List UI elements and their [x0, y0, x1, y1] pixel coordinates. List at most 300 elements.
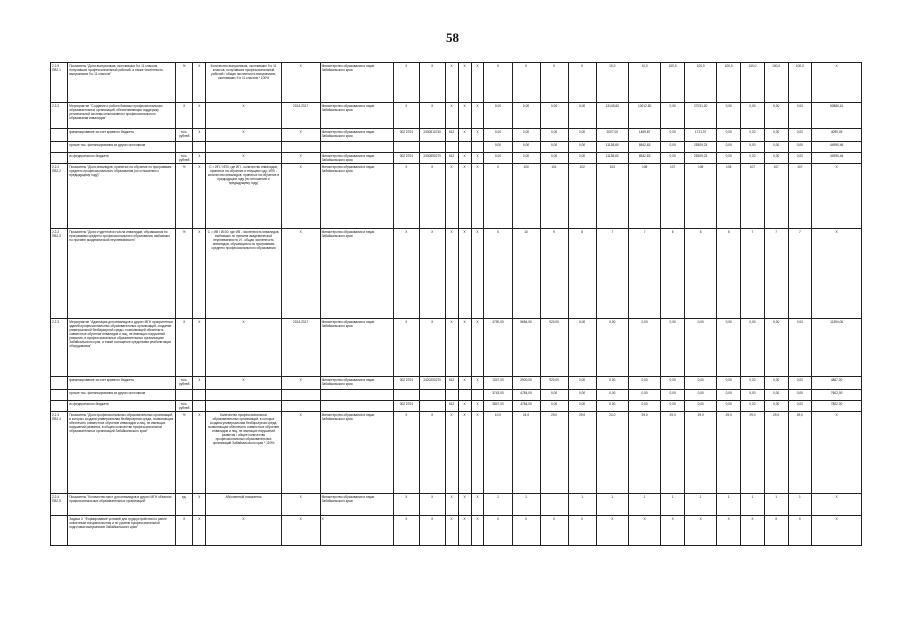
- row-value-cell: 0,00: [717, 129, 741, 142]
- row-value-cell: 0,00: [741, 103, 765, 129]
- row-value-cell: 0,00: [764, 377, 788, 390]
- row-value-cell: 0,00: [717, 103, 741, 129]
- row-unit: тыс. рублей: [176, 377, 193, 390]
- row-value-cell: 10,0: [484, 412, 512, 494]
- row-value-cell: 920,00: [540, 319, 568, 377]
- row-direction: Х: [193, 153, 206, 164]
- row-value-cell: 29,0: [788, 412, 812, 494]
- row-value-cell: [419, 390, 445, 401]
- row-value-cell: 0,00: [717, 377, 741, 390]
- row-value-cell: 11394,00: [812, 319, 862, 377]
- row-value-cell: 0,00: [741, 319, 765, 377]
- row-value-cell: 0,00: [764, 390, 788, 401]
- row-value-cell: 0,00: [717, 319, 741, 377]
- row-executor: Министерство образования и науки Забайкальского края: [320, 63, 393, 103]
- row-value-cell: 2007,00: [596, 129, 628, 142]
- row-value-cell: Х: [419, 103, 445, 129]
- row-method: [206, 401, 281, 412]
- row-value-cell: Х: [812, 412, 862, 494]
- row-value-cell: 8: [568, 229, 596, 319]
- row-value-cell: Х: [568, 63, 596, 103]
- row-value-cell: [458, 142, 471, 153]
- row-value-cell: Х: [445, 103, 458, 129]
- row-value-cell: 1: [661, 494, 685, 516]
- row-period: [281, 142, 320, 153]
- row-value-cell: 0,00: [741, 377, 765, 390]
- row-direction: Х: [193, 103, 206, 129]
- row-value-cell: 0,00: [628, 319, 660, 377]
- row-value-cell: [471, 390, 484, 401]
- row-value-cell: 0,00: [540, 401, 568, 412]
- row-value-cell: 3847,00: [484, 401, 512, 412]
- row-value-cell: 0,00: [628, 377, 660, 390]
- row-method: С = ИВ / И100, где ИВ - численность инвалидов, выбывших по причине академической неуспеваемости; И - общая численность инвалидов, обучающихся по программам среднего профессионального образования: [206, 229, 281, 319]
- row-value-cell: Х: [458, 129, 471, 142]
- row-value-cell: 1: [764, 494, 788, 516]
- table-row: [51, 494, 862, 516]
- row-executor: [320, 401, 393, 412]
- row-value-cell: 612: [445, 153, 458, 164]
- row-value-cell: 50880,10: [812, 103, 862, 129]
- row-value-cell: 25309,23: [685, 153, 717, 164]
- row-code: 2.2.2 ПВ2.2: [51, 164, 68, 229]
- row-value-cell: 0,00: [788, 142, 812, 153]
- row-value-cell: 0,00: [661, 401, 685, 412]
- row-value-cell: Х: [512, 516, 540, 546]
- table-row: [51, 319, 862, 377]
- row-value-cell: 24,0: [512, 412, 540, 494]
- row-value-cell: 5: [717, 229, 741, 319]
- row-value-cell: 29,0: [685, 412, 717, 494]
- table-body: [51, 63, 862, 546]
- row-value-cell: Х: [445, 412, 458, 494]
- row-value-cell: 25309,23: [685, 142, 717, 153]
- row-unit: Х: [176, 103, 193, 129]
- row-value-cell: 100,0: [741, 63, 765, 103]
- row-value-cell: 002 0704: [393, 401, 419, 412]
- row-value-cell: 002 0704: [393, 377, 419, 390]
- row-value-cell: 1047,00: [484, 377, 512, 390]
- row-unit: ед.: [176, 494, 193, 516]
- row-value-cell: Х: [471, 516, 484, 546]
- table-row: [51, 229, 862, 319]
- row-value-cell: 0,00: [788, 153, 812, 164]
- row-value-cell: [419, 142, 445, 153]
- row-value-cell: 5: [685, 229, 717, 319]
- row-value-cell: 105: [717, 164, 741, 229]
- row-value-cell: 1: [685, 494, 717, 516]
- row-value-cell: 2900,00: [512, 377, 540, 390]
- row-value-cell: Х: [458, 164, 471, 229]
- row-value-cell: 1: [717, 494, 741, 516]
- row-value-cell: Х: [540, 516, 568, 546]
- row-value-cell: Х: [628, 516, 660, 546]
- row-value-cell: 29,0: [540, 412, 568, 494]
- row-value-cell: 1: [484, 494, 512, 516]
- row-value-cell: 0,00: [717, 401, 741, 412]
- row-direction: Х: [193, 63, 206, 103]
- row-value-cell: 1469,87: [628, 129, 660, 142]
- row-direction: Х: [193, 319, 206, 377]
- row-value-cell: 0,00: [540, 153, 568, 164]
- row-value-cell: Х: [471, 319, 484, 377]
- row-value-cell: 1: [741, 494, 765, 516]
- row-value-cell: Х: [568, 516, 596, 546]
- row-value-cell: 0,00: [741, 390, 765, 401]
- row-value-cell: Х: [741, 516, 765, 546]
- row-value-cell: Х: [471, 377, 484, 390]
- row-method: Х: [206, 129, 281, 142]
- row-executor: [320, 390, 393, 401]
- row-value-cell: 0,00: [661, 390, 685, 401]
- row-value-cell: 1721,97: [685, 129, 717, 142]
- row-value-cell: Х: [419, 63, 445, 103]
- row-value-cell: 101: [540, 164, 568, 229]
- row-code: [51, 390, 68, 401]
- row-unit: %: [176, 229, 193, 319]
- row-value-cell: Х: [471, 103, 484, 129]
- row-value-cell: 2400550270: [419, 153, 445, 164]
- row-name: из федерального бюджета: [68, 153, 176, 164]
- row-name: Показатель "Количество мест для инвалидов в других МГН объектах профессиональных образовательных организаций": [68, 494, 176, 516]
- row-value-cell: 0,00: [568, 103, 596, 129]
- row-value-cell: 0,00: [788, 377, 812, 390]
- row-value-cell: 0,00: [568, 142, 596, 153]
- row-code: 2.2.2 ПВ2.3: [51, 229, 68, 319]
- row-value-cell: 100,0: [685, 63, 717, 103]
- row-value-cell: 100,0: [717, 63, 741, 103]
- row-value-cell: [445, 142, 458, 153]
- row-value-cell: 0,00: [685, 401, 717, 412]
- row-value-cell: Х: [812, 516, 862, 546]
- row-value-cell: 612: [445, 401, 458, 412]
- row-value-cell: [540, 494, 568, 516]
- row-value-cell: 29,0: [661, 412, 685, 494]
- row-value-cell: Х: [393, 319, 419, 377]
- row-value-cell: Х: [445, 229, 458, 319]
- row-code: [51, 153, 68, 164]
- row-code: 2.2.3 ПВ2.4: [51, 412, 68, 494]
- row-method: С = ИП / ИП0, где ИП - количество инвалидов, принятых на обучение в текущем году; ИП0 - количество инвалидов, принятых на обучение в предыдущем году (по отношению к предыдущему году): [206, 164, 281, 229]
- row-direction: Х: [193, 377, 206, 390]
- row-value-cell: Х: [419, 412, 445, 494]
- row-direction: Х: [193, 164, 206, 229]
- row-method: Абсолютный показатель: [206, 494, 281, 516]
- row-value-cell: 0,00: [788, 319, 812, 377]
- row-executor: Министерство образования и науки Забайкальского края: [320, 377, 393, 390]
- row-name: Задача 3. "Формирование условий для трудоустройства по ранее освоенным специальностям и по уровню профессиональной подготовки выпускников Забайкальского края": [68, 516, 176, 546]
- program-table: [50, 62, 862, 546]
- row-value-cell: Х: [812, 229, 862, 319]
- row-value-cell: 7802,00: [812, 401, 862, 412]
- row-value-cell: Х: [458, 229, 471, 319]
- row-period: Х: [281, 377, 320, 390]
- row-value-cell: 0,00: [764, 129, 788, 142]
- row-period: Х: [281, 229, 320, 319]
- row-value-cell: 0,00: [596, 377, 628, 390]
- row-value-cell: 0,00: [568, 390, 596, 401]
- row-code: [51, 516, 68, 546]
- row-unit: %: [176, 164, 193, 229]
- row-unit: %: [176, 412, 193, 494]
- row-value-cell: 13145,60: [596, 103, 628, 129]
- row-code: [51, 401, 68, 412]
- row-unit: [176, 390, 193, 401]
- row-value-cell: 0,00: [741, 129, 765, 142]
- row-period: 2014-2017: [281, 319, 320, 377]
- row-value-cell: 612: [445, 129, 458, 142]
- row-value-cell: [445, 390, 458, 401]
- row-value-cell: 105: [685, 164, 717, 229]
- row-value-cell: 0,00: [628, 390, 660, 401]
- row-executor: Министерство образования и науки Забайкальского края: [320, 129, 393, 142]
- table-row: [51, 377, 862, 390]
- row-value-cell: 0,00: [788, 390, 812, 401]
- row-value-cell: 0,00: [661, 319, 685, 377]
- row-value-cell: 0,00: [484, 103, 512, 129]
- row-unit: тыс. рублей: [176, 129, 193, 142]
- row-code: 2.2.2: [51, 103, 68, 129]
- row-method: Х: [206, 103, 281, 129]
- row-unit: Х: [176, 319, 193, 377]
- row-value-cell: 29,0: [764, 412, 788, 494]
- table-row: [51, 142, 862, 153]
- row-value-cell: Х: [393, 229, 419, 319]
- row-direction: [193, 401, 206, 412]
- row-value-cell: 10012,50: [628, 103, 660, 129]
- row-value-cell: 0,00: [661, 129, 685, 142]
- table-row: [51, 412, 862, 494]
- row-value-cell: 0,00: [568, 153, 596, 164]
- row-value-cell: 0,00: [540, 129, 568, 142]
- row-value-cell: Х: [458, 494, 471, 516]
- row-value-cell: 8542,63: [628, 142, 660, 153]
- row-method: Х: [206, 377, 281, 390]
- row-value-cell: 0,00: [661, 153, 685, 164]
- row-value-cell: 0,00: [764, 319, 788, 377]
- row-value-cell: 0,00: [764, 153, 788, 164]
- row-executor: [320, 142, 393, 153]
- row-value-cell: Х: [393, 494, 419, 516]
- row-value-cell: 107: [661, 164, 685, 229]
- row-value-cell: 0,00: [568, 319, 596, 377]
- row-code: [51, 129, 68, 142]
- row-direction: Х: [193, 412, 206, 494]
- row-value-cell: 002 0704: [393, 153, 419, 164]
- row-period: Х: [281, 129, 320, 142]
- row-value-cell: 102: [568, 164, 596, 229]
- row-value-cell: 7: [628, 229, 660, 319]
- row-value-cell: 44990,46: [812, 153, 862, 164]
- row-method: Х: [206, 516, 281, 546]
- row-method: Количество профессиональных образовательных организаций, в которых создана универсальная безбарьерная среда, позволяющая обеспечить совместное обучение инвалидов и лиц, не имеющих нарушений развития / общее количество профессиональных образовательных организаций Забайкальского края * 100%: [206, 412, 281, 494]
- table-row: [51, 129, 862, 142]
- row-executor: Министерство образования и науки Забайкальского края: [320, 153, 393, 164]
- row-value-cell: Х: [458, 63, 471, 103]
- row-value-cell: 0,00: [512, 153, 540, 164]
- row-value-cell: 0,00: [685, 377, 717, 390]
- table-row: [51, 164, 862, 229]
- row-value-cell: Х: [596, 516, 628, 546]
- row-value-cell: 10: [512, 229, 540, 319]
- row-value-cell: Х: [484, 516, 512, 546]
- row-method: Х: [206, 153, 281, 164]
- row-value-cell: 0,00: [540, 390, 568, 401]
- row-value-cell: 0,00: [568, 377, 596, 390]
- row-period: [281, 390, 320, 401]
- row-value-cell: Х: [512, 63, 540, 103]
- row-value-cell: Х: [471, 229, 484, 319]
- row-value-cell: 29,0: [741, 412, 765, 494]
- row-value-cell: 6: [661, 229, 685, 319]
- row-executor: Министерство образования и науки Забайкальского края: [320, 229, 393, 319]
- row-value-cell: 0,00: [788, 401, 812, 412]
- row-value-cell: Х: [458, 516, 471, 546]
- row-value-cell: Х: [471, 63, 484, 103]
- row-name: Показатель "Доля студентов из числа инвалидов, обучавшихся по программам среднего профессионального образования, выбывших по причине академической неуспеваемости": [68, 229, 176, 319]
- row-code: [51, 377, 68, 390]
- row-value-cell: 1: [568, 494, 596, 516]
- row-value-cell: 0,00: [788, 129, 812, 142]
- row-unit: тыс. рублей: [176, 401, 193, 412]
- row-value-cell: 0,00: [741, 401, 765, 412]
- row-value-cell: 24,0: [596, 412, 628, 494]
- row-unit: тыс. рублей: [176, 153, 193, 164]
- row-period: Х: [281, 153, 320, 164]
- table-row: [51, 516, 862, 546]
- row-value-cell: 29,0: [568, 412, 596, 494]
- row-value-cell: Х: [458, 412, 471, 494]
- row-value-cell: 0,00: [628, 401, 660, 412]
- row-value-cell: 11138,60: [596, 153, 628, 164]
- row-value-cell: 100,0: [764, 63, 788, 103]
- row-value-cell: Х: [419, 229, 445, 319]
- row-unit: [176, 142, 193, 153]
- row-value-cell: 0,00: [661, 142, 685, 153]
- row-value-cell: Х: [419, 319, 445, 377]
- row-value-cell: Х: [484, 63, 512, 103]
- row-value-cell: Х: [458, 153, 471, 164]
- row-value-cell: 0,00: [568, 129, 596, 142]
- row-value-cell: Х: [445, 164, 458, 229]
- row-value-cell: 0,00: [512, 142, 540, 153]
- row-value-cell: Х: [445, 516, 458, 546]
- row-value-cell: Х: [419, 164, 445, 229]
- row-value-cell: Х: [419, 516, 445, 546]
- row-value-cell: 100,0: [661, 63, 685, 103]
- row-value-cell: [458, 390, 471, 401]
- row-value-cell: Х: [484, 164, 512, 229]
- row-value-cell: Х: [393, 516, 419, 546]
- row-value-cell: 1: [628, 494, 660, 516]
- row-value-cell: 1: [596, 494, 628, 516]
- table-row: [51, 63, 862, 103]
- page-number: 58: [446, 30, 459, 45]
- row-value-cell: 27031,20: [685, 103, 717, 129]
- row-value-cell: 0,00: [540, 142, 568, 153]
- row-name: прочие тыс. финансирования из других источников: [68, 142, 176, 153]
- row-value-cell: 0,00: [568, 401, 596, 412]
- row-value-cell: Х: [540, 63, 568, 103]
- row-value-cell: Х: [393, 412, 419, 494]
- row-value-cell: 7602,00: [812, 390, 862, 401]
- row-value-cell: Х: [812, 494, 862, 516]
- row-value-cell: Х: [471, 164, 484, 229]
- row-value-cell: 0,00: [484, 153, 512, 164]
- row-value-cell: 0,00: [596, 319, 628, 377]
- row-value-cell: [471, 142, 484, 153]
- row-direction: Х: [193, 129, 206, 142]
- row-value-cell: 0,00: [661, 103, 685, 129]
- row-name: Показатель "Доля профессиональных образовательных организаций, в которых создана универсальная безбарьерная среда, позволяющая обеспечить совместное обучение инвалидов и лиц, не имеющих нарушений развития, в общем количестве профессиональных образовательных организаций Забайкальского края": [68, 412, 176, 494]
- row-value-cell: Х: [458, 103, 471, 129]
- row-method: Х: [206, 319, 281, 377]
- row-value-cell: Х: [458, 401, 471, 412]
- row-code: [51, 142, 68, 153]
- row-value-cell: 0,00: [484, 129, 512, 142]
- row-value-cell: Х: [717, 516, 741, 546]
- row-value-cell: 0,00: [764, 103, 788, 129]
- row-name: Мероприятие "Адаптация для инвалидов и других МГН приоритетных зданий профессиональных образовательных организаций, создание универсальной безбарьерной среды, позволяющей обеспечить совместное обучение инвалидов и лиц, не имеющих нарушений развития, в профессиональных образовательных организациях Забайкальского края, а также оснащение средствами реабилитации оборудования": [68, 319, 176, 377]
- row-value-cell: 0,00: [741, 153, 765, 164]
- row-value-cell: 2400510740: [419, 129, 445, 142]
- row-value-cell: 100,0: [788, 63, 812, 103]
- row-value-cell: 0,00: [685, 319, 717, 377]
- row-value-cell: 0,00: [685, 390, 717, 401]
- row-executor: Министерство образования и науки Забайкальского края: [320, 319, 393, 377]
- row-value-cell: 107: [764, 164, 788, 229]
- row-executor: Х: [320, 516, 393, 546]
- row-value-cell: 2420200270: [419, 377, 445, 390]
- row-value-cell: 3743,00: [484, 390, 512, 401]
- row-value-cell: Х: [471, 401, 484, 412]
- row-value-cell: 4784,00: [512, 390, 540, 401]
- row-value-cell: 107: [788, 164, 812, 229]
- row-name: из федерального бюджета: [68, 401, 176, 412]
- row-executor: Министерство образования и науки Забайкальского края: [320, 164, 393, 229]
- row-period: Х: [281, 164, 320, 229]
- row-value-cell: 7: [596, 229, 628, 319]
- row-value-cell: Х: [393, 164, 419, 229]
- row-value-cell: 44990,46: [812, 142, 862, 153]
- row-value-cell: Х: [471, 129, 484, 142]
- row-value-cell: 0,00: [596, 401, 628, 412]
- table-row: [51, 103, 862, 129]
- row-value-cell: 0,00: [717, 142, 741, 153]
- row-unit: Х: [176, 516, 193, 546]
- row-value-cell: 0,00: [512, 129, 540, 142]
- row-value-cell: Х: [458, 319, 471, 377]
- row-value-cell: 29,0: [717, 412, 741, 494]
- row-period: Х: [281, 412, 320, 494]
- row-value-cell: Х: [471, 153, 484, 164]
- row-value-cell: 0,00: [788, 103, 812, 129]
- row-value-cell: Х: [471, 412, 484, 494]
- row-period: 2014-2017: [281, 103, 320, 129]
- row-value-cell: Х: [788, 516, 812, 546]
- row-value-cell: 1: [512, 494, 540, 516]
- row-name: Мероприятие "Создание и работа базовых профессиональных образовательных организаций, обеспечивающих поддержку региональной системы инклюзивного профессионального образования инвалидов": [68, 103, 176, 129]
- row-value-cell: 10,0: [628, 63, 660, 103]
- row-value-cell: 002 0704: [393, 129, 419, 142]
- row-value-cell: 612: [445, 377, 458, 390]
- row-value-cell: 1: [788, 494, 812, 516]
- row-value-cell: Х: [393, 63, 419, 103]
- row-value-cell: 0,00: [717, 153, 741, 164]
- row-value-cell: Х: [812, 164, 862, 229]
- table-row: [51, 153, 862, 164]
- row-value-cell: 9: [540, 229, 568, 319]
